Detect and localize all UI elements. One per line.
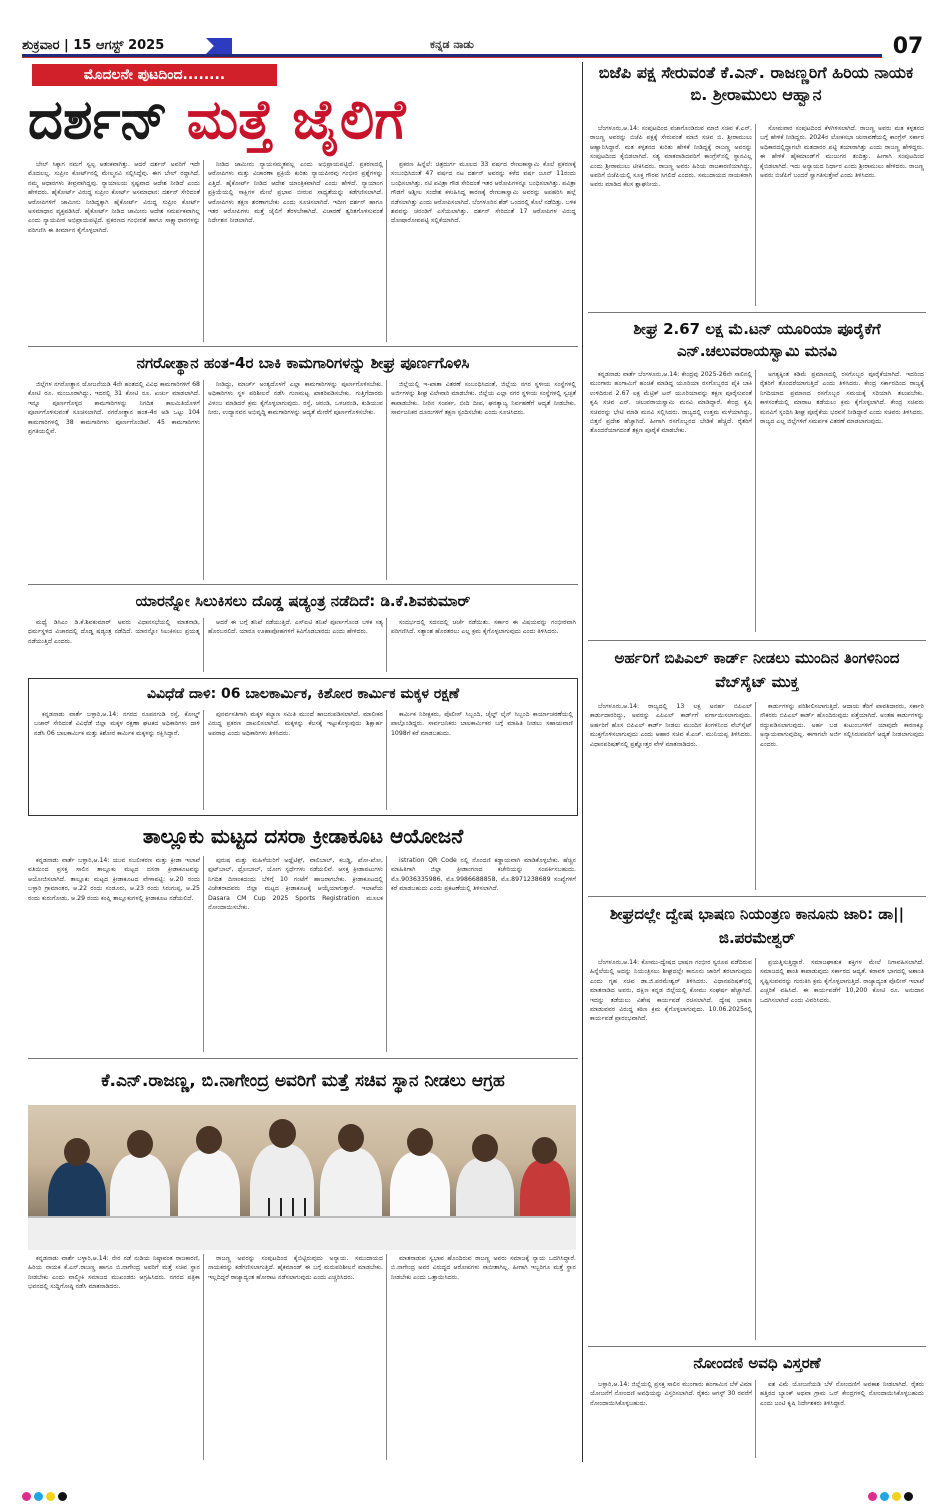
photo-person-head <box>127 1130 153 1158</box>
column-divider <box>755 958 756 1340</box>
lead-kicker: ಮೊದಲನೇ ಪುಟದಿಂದ........ <box>32 64 277 86</box>
bpl-column-2: ಕಾರ್ಡುಗಳನ್ನು ಪರಿಶೀಲಿಸಲಾಗುತ್ತಿದೆ. ಆದಾಯ ತೆರಿಗೆ ಪಾವತಿದಾರರು, ಸರ್ಕಾರಿ ನೌಕರರು ಬಿಪಿಎಲ್ ಕಾರ್ಡ್ ಹೊಂದಿರುವುದು ಪತ್ತೆಯಾಗಿದೆ. ಅಂತಹ ಕಾರ್ಡುಗಳನ್ನು ರದ್ದುಪಡಿಸಲಾಗುವುದು. ಅರ್ಹ ಬಡ ಕುಟುಂಬಗಳಿಗೆ ಯಾವುದೇ ಕಾರಣಕ್ಕೂ ಅನ್ಯಾಯವಾಗುವುದಿಲ್ಲ. ಈಗಾಗಲೇ ಅರ್ಜಿ ಸಲ್ಲಿಸಿರುವವರಿಗೆ ಆದ್ಯತೆ ನೀಡಲಾಗುವುದು ಎಂದರು. <box>760 703 924 748</box>
column-divider <box>386 160 387 342</box>
child-labour-column-3: ಕಾರ್ಮಿಕ ನಿರೀಕ್ಷಕರು, ಪೊಲೀಸ್ ಸಿಬ್ಬಂದಿ, ಚೈಲ್ಡ್ ಲೈನ್ ಸಿಬ್ಬಂದಿ ಕಾರ್ಯಾಚರಣೆಯಲ್ಲಿ ಪಾಲ್ಗೊಂಡಿದ್ದರು. ಸಾರ್ವಜನಿಕರು ಬಾಲಕಾರ್ಮಿಕರ ಬಗ್ಗೆ ಮಾಹಿತಿ ನೀಡಲು ಸಹಾಯವಾಣಿ 1098ಗೆ ಕರೆ ಮಾಡಬಹುದು. <box>391 711 573 737</box>
registration-mark <box>46 1492 55 1501</box>
registration-headline: ನೋಂದಣಿ ಅವಧಿ ವಿಸ್ತರಣೆ <box>693 1354 821 1372</box>
photo-person-head <box>407 1128 433 1156</box>
dks-column-1: ಮಧ್ಯೆ ಡಿಸಿಎಂ ಡಿ.ಕೆ.ಶಿವಕುಮಾರ್ ಅವರು ವಿಧಾನಸಭೆಯಲ್ಲಿ ಮಾತನಾಡಿ, ಧರ್ಮಸ್ಥಳದ ವಿಚಾರದಲ್ಲಿ ದೊಡ್ಡ ಷಡ್ಯಂತ್ರ ನಡೆದಿದೆ. ಯಾರನ್ನೋ ಸಿಲುಕಿಸಲು ಪ್ರಯತ್ನ ನಡೆಯುತ್ತಿದೆ ಎಂದರು. <box>28 619 200 645</box>
issue-date: ಶುಕ್ರವಾರ | 15 ಆಗಸ್ಟ್ 2025 <box>22 38 165 53</box>
registration-mark <box>22 1492 31 1501</box>
nagarotthana-column-1: ಜಿಲ್ಲೆಗಳ ನಗರೋತ್ಥಾನ ಯೋಜನೆಯಡಿ 4ನೇ ಹಂತದಲ್ಲಿ ವಿವಿಧ ಕಾಮಗಾರಿಗಳಿಗೆ 68 ಕೋಟಿ ರೂ. ಮಂಜೂರಾಗಿದ್ದು, ಇದರಲ್ಲಿ 31 ಕೋಟಿ ರೂ. ಖರ್ಚು ಮಾಡಲಾಗಿದೆ. ಇನ್ನೂ ಪೂರ್ಣಗೊಳ್ಳದ ಕಾಮಗಾರಿಗಳನ್ನು ನಿಗದಿತ ಕಾಲಮಿತಿಯೊಳಗೆ ಪೂರ್ಣಗೊಳಿಸುವಂತೆ ಸೂಚಿಸಲಾಗಿದೆ. ನಗರೋತ್ಥಾನ ಹಂತ-4ರ ಅಡಿ ಒಟ್ಟು 104 ಕಾಮಗಾರಿಗಳಲ್ಲಿ 38 ಕಾಮಗಾರಿಗಳು ಪೂರ್ಣಗೊಂಡಿವೆ. 45 ಕಾಮಗಾರಿಗಳು ಪ್ರಗತಿಯಲ್ಲಿವೆ. <box>28 381 200 436</box>
registration-column-2: ಐಶ ವಿಮೆ ಯೋಜನೆಯಡಿ ಬೆಳೆ ನೋಂದಣಿಗೆ ಅವಕಾಶ ನೀಡಲಾಗಿದೆ. ರೈತರು ಹತ್ತಿರದ ಬ್ಯಾಂಕ್ ಅಥವಾ ಗ್ರಾಮ ಒನ್ ಕೇಂದ್ರಗಳಲ್ಲಿ ನೋಂದಾಯಿಸಿಕೊಳ್ಳಬಹುದು ಎಂದು ಜಂಟಿ ಕೃಷಿ ನಿರ್ದೇಶಕರು ತಿಳಿಸಿದ್ದಾರೆ. <box>760 1381 924 1407</box>
hate-speech-column-2: ಪ್ರಯತ್ನಿಸುತ್ತಿದ್ದಾರೆ. ಸಮಾಜಘಾತುಕ ಶಕ್ತಿಗಳ ಮೇಲೆ ನಿಗಾವಹಿಸಲಾಗಿದೆ. ಸಮಾಜದಲ್ಲಿ ಶಾಂತಿ ಕಾಪಾಡುವುದು ಸರ್ಕಾರದ ಆದ್ಯತೆ. ಕರಾವಳಿ ಭಾಗದಲ್ಲಿ ಅಶಾಂತಿ ಸೃಷ್ಟಿಸುವವರನ್ನು ಗುರುತಿಸಿ ಕ್ರಮ ಕೈಗೊಳ್ಳಲಾಗುತ್ತಿದೆ. ರಾಜ್ಯಾದ್ಯಂತ ಪೊಲೀಸ್ ಇಲಾಖೆ ಎಚ್ಚರಿಕೆ ವಹಿಸಿದೆ. ಈ ಕಾರ್ಯಪಡೆಗೆ 10,200 ಕೋಟಿ ರೂ. ಅನುದಾನ ಒದಗಿಸಲಾಗಿದೆ ಎಂದು ವಿವರಿಸಿದರು. <box>760 959 924 1004</box>
microphone <box>280 1198 282 1216</box>
lead-headline <box>28 90 578 152</box>
section-rule <box>588 312 926 313</box>
hate-speech-column-1: ಬೆಂಗಳೂರು,ಆ.14: ಕೋಮು-ದ್ವೇಷದ ಭಾಷಣ ಗಂಭೀರ ಸ್ವರೂಪ ಪಡೆದಿರುವ ಹಿನ್ನೆಲೆಯಲ್ಲಿ ಅದನ್ನು ನಿಯಂತ್ರಿಸಲು ಶೀಘ್ರದಲ್ಲೇ ಕಾನೂನು ಜಾರಿಗೆ ತರಲಾಗುವುದು ಎಂದು ಗೃಹ ಸಚಿವ ಡಾ.ಜಿ.ಪರಮೇಶ್ವರ್ ತಿಳಿಸಿದರು. ವಿಧಾನಪರಿಷತ್‌ನಲ್ಲಿ ಮಾತನಾಡಿದ ಅವರು, ದಕ್ಷಿಣ ಕನ್ನಡ ಜಿಲ್ಲೆಯಲ್ಲಿ ಕೋಮು ಸಂಘರ್ಷ ಹೆಚ್ಚಾಗಿದೆ. ಇದನ್ನು ತಡೆಯಲು ವಿಶೇಷ ಕಾರ್ಯಪಡೆ ರಚಿಸಲಾಗಿದೆ. ದ್ವೇಷ ಭಾಷಣ ಮಾಡುವವರ ವಿರುದ್ಧ ಕಠಿಣ ಕ್ರಮ ಕೈಗೊಳ್ಳಲಾಗುವುದು. 10.06.2025ರಲ್ಲಿ ಕಾರ್ಯಪಡೆ ಪ್ರಾರಂಭವಾಗಿದೆ. <box>590 959 752 1023</box>
bjp-invite-headline: ಬಿಜೆಪಿ ಪಕ್ಷ ಸೇರುವಂತೆ ಕೆ.ಎನ್. ರಾಜಣ್ಣರಿಗೆ ಹಿರಿಯ ನಾಯಕ ಬಿ. ಶ್ರೀರಾಮುಲು ಆಹ್ವಾನ <box>598 63 914 104</box>
dasara-column-1: ಕನ್ನಡನಾಡು ವಾರ್ತೆ ಬಳ್ಳಾರಿ,ಆ.14: ಯುವ ಸಬಲೀಕರಣ ಮತ್ತು ಕ್ರೀಡಾ ಇಲಾಖೆ ವತಿಯಿಂದ ಪ್ರಸಕ್ತ ಸಾಲಿನ ತಾಲ್ಲೂಕು ಮಟ್ಟದ ದಸರಾ ಕ್ರೀಡಾಕೂಟವನ್ನು ಆಯೋಜಿಸಲಾಗಿದೆ. ತಾಲ್ಲೂಕು ಮಟ್ಟದ ಕ್ರೀಡಾಕೂಟದ ವೇಳಾಪಟ್ಟಿ: ಆ.20 ರಂದು ಬಳ್ಳಾರಿ ಗ್ರಾಮಾಂತರ, ಆ.22 ರಂದು ಸಂಡೂರು, ಆ.23 ರಂದು ಸಿರುಗುಪ್ಪ, ಆ.25 ರಂದು ಕುರುಗೋಡು, ಆ.29 ರಂದು ಕಂಪ್ಲಿ ತಾಲ್ಲೂಕುಗಳಲ್ಲಿ ಕ್ರೀಡಾಕೂಟ ನಡೆಯಲಿದೆ. <box>28 857 200 902</box>
microphone <box>304 1198 306 1216</box>
microphone <box>292 1198 294 1216</box>
masthead-rule-red <box>22 57 882 58</box>
column-divider <box>203 618 204 672</box>
urea-column-2: ಅಗತ್ಯಕ್ಕಿಂತ ಕಡಿಮೆ ಪ್ರಮಾಣದಲ್ಲಿ ರಸಗೊಬ್ಬರ ಪೂರೈಕೆಯಾಗಿದೆ. ಇದರಿಂದ ರೈತರಿಗೆ ತೊಂದರೆಯಾಗುತ್ತಿದೆ ಎಂದು ತಿಳಿಸಿದರು. ಕೇಂದ್ರ ಸರ್ಕಾರದಿಂದ ರಾಜ್ಯಕ್ಕೆ ನಿಗದಿಯಾದ ಪ್ರಮಾಣದ ರಸಗೊಬ್ಬರ ಸಮಯಕ್ಕೆ ಸರಿಯಾಗಿ ತಲುಪಬೇಕು. ಕಾಳಸಂತೆಯಲ್ಲಿ ಮಾರಾಟ ತಡೆಯಲು ಕ್ರಮ ಕೈಗೊಳ್ಳಲಾಗಿದೆ. ಕೇಂದ್ರ ಸಚಿವರು ಮನವಿಗೆ ಸ್ಪಂದಿಸಿ ಶೀಘ್ರ ಪೂರೈಕೆಯ ಭರವಸೆ ನೀಡಿದ್ದಾರೆ ಎಂದು ಸಚಿವರು ತಿಳಿಸಿದರು. ರಾಜ್ಯದ ಎಲ್ಲ ಜಿಲ್ಲೆಗಳಿಗೆ ಸಮರ್ಪಕ ವಿತರಣೆ ಮಾಡಲಾಗುವುದು. <box>760 371 924 426</box>
registration-mark <box>34 1492 43 1501</box>
section-rule <box>28 584 578 585</box>
microphone <box>268 1198 270 1216</box>
photo-person-head <box>196 1126 222 1154</box>
urea-column-1: ಕನ್ನಡನಾಡು ವಾರ್ತೆ ಬೆಂಗಳೂರು,ಆ.14: ಕೇಂದ್ರವು 2025-26ನೇ ಸಾಲಿನಲ್ಲಿ ಮುಂಗಾರು ಹಂಗಾಮಿಗೆ ಹಂಚಿಕೆ ಮಾಡಿದ್ದ ಯೂರಿಯಾ ರಸಗೊಬ್ಬರದ ಪೈಕಿ ಬಾಕಿ ಉಳಿದಿರುವ 2.67 ಲಕ್ಷ ಮೆಟ್ರಿಕ್ ಟನ್ ಯೂರಿಯಾವನ್ನು ತಕ್ಷಣ ಪೂರೈಸುವಂತೆ ಕೃಷಿ ಸಚಿವ ಎನ್. ಚಲುವರಾಯಸ್ವಾಮಿ ಮನವಿ ಮಾಡಿದ್ದಾರೆ. ಕೇಂದ್ರ ಕೃಷಿ ಸಚಿವರನ್ನು ಭೇಟಿ ಮಾಡಿ ಮನವಿ ಸಲ್ಲಿಸಿದರು. ರಾಜ್ಯದಲ್ಲಿ ಉತ್ತಮ ಮಳೆಯಾಗಿದ್ದು, ಬಿತ್ತನೆ ಪ್ರದೇಶ ಹೆಚ್ಚಾಗಿದೆ. ಹೀಗಾಗಿ ರಸಗೊಬ್ಬರದ ಬೇಡಿಕೆ ಹೆಚ್ಚಿದೆ. ರೈತರಿಗೆ ತೊಂದರೆಯಾಗದಂತೆ ತಕ್ಷಣ ಪೂರೈಕೆ ಮಾಡಬೇಕು. <box>590 371 752 435</box>
photo-table <box>28 1216 576 1250</box>
photo-person-head <box>64 1138 90 1166</box>
column-divider <box>386 1254 387 1460</box>
child-labour-headline: ವಿವಿಧೆಡೆ ದಾಳಿ: 06 ಬಾಲಕಾರ್ಮಿಕ, ಕಿಶೋರ ಕಾರ್ಮಿಕ ಮಕ್ಕಳ ರಕ್ಷಣೆ <box>146 686 460 702</box>
section-rule <box>588 896 926 897</box>
rajanna-column-3: ಮಾತನಾಡುವ ಸ್ವಭಾವ ಹೊಂದಿರುವ ರಾಜಣ್ಣ ಅವರು ಸಮಾಜಕ್ಕೆ ನ್ಯಾಯ ಒದಗಿಸಿದ್ದಾರೆ. ಬಿ.ನಾಗೇಂದ್ರ ಅವರ ವಿರುದ್ಧದ ಆರೋಪಗಳು ಸಾಬೀತಾಗಿಲ್ಲ. ಹೀಗಾಗಿ ಇಬ್ಬರಿಗೂ ಮತ್ತೆ ಸ್ಥಾನ ನೀಡಬೇಕು ಎಂದು ಒತ್ತಾಯಿಸಿದರು. <box>391 1255 576 1281</box>
page-number: 07 <box>892 34 924 59</box>
column-divider <box>203 1254 204 1460</box>
nagarotthana-headline: ನಗರೋತ್ಥಾನ ಹಂತ-4ರ ಬಾಕಿ ಕಾಮಗಾರಿಗಳನ್ನು ಶೀಘ್ರ ಪೂರ್ಣಗೊಳಿಸಿ <box>136 354 470 372</box>
nagarotthana-column-3: ಜಿಲ್ಲೆಯಲ್ಲಿ ಇ-ಖಾತಾ ವಿತರಣೆ ಸಂಬಂಧಿಸಿದಂತೆ, ಜಿಲ್ಲೆಯ ನಗರ ಸ್ಥಳೀಯ ಸಂಸ್ಥೆಗಳಲ್ಲಿ ಅರ್ಜಿಗಳನ್ನು ಶೀಘ್ರ ವಿಲೇವಾರಿ ಮಾಡಬೇಕು. ಜಿಲ್ಲೆಯ ಎಲ್ಲಾ ನಗರ ಸ್ಥಳೀಯ ಸಂಸ್ಥೆಗಳಲ್ಲಿ ಸ್ವಚ್ಛತೆ ಕಾಪಾಡಬೇಕು. ನೀರಿನ ಸಂಪರ್ಕ, ಬೀದಿ ದೀಪ, ಘನತ್ಯಾಜ್ಯ ನಿರ್ವಹಣೆಗೆ ಆದ್ಯತೆ ನೀಡಬೇಕು. ಸಾರ್ವಜನಿಕರ ದೂರುಗಳಿಗೆ ತಕ್ಷಣ ಸ್ಪಂದಿಸಬೇಕು ಎಂದು ಸೂಚಿಸಿದರು. <box>391 381 576 417</box>
dasara-headline: ತಾಲ್ಲೂಕು ಮಟ್ಟದ ದಸರಾ ಕ್ರೀಡಾಕೂಟ ಆಯೋಜನೆ <box>142 824 464 848</box>
column-divider <box>203 856 204 1052</box>
newspaper-brand: ಕನ್ನಡ ನಾಡು <box>430 38 474 51</box>
photo-person-head <box>269 1119 296 1148</box>
child-labour-column-2: ಪುನರ್ವಸತಿಗಾಗಿ ಮಕ್ಕಳ ಕಲ್ಯಾಣ ಸಮಿತಿ ಮುಂದೆ ಹಾಜರುಪಡಿಸಲಾಗಿದೆ. ಮಾಲೀಕರ ವಿರುದ್ಧ ಪ್ರಕರಣ ದಾಖಲಿಸಲಾಗಿದೆ. ಮಕ್ಕಳನ್ನು ಕೆಲಸಕ್ಕೆ ಇಟ್ಟುಕೊಳ್ಳುವುದು ಶಿಕ್ಷಾರ್ಹ ಅಪರಾಧ ಎಂದು ಅಧಿಕಾರಿಗಳು ತಿಳಿಸಿದರು. <box>208 711 383 737</box>
rajanna-column-2: ರಾಜಣ್ಣ ಅವರನ್ನು ಸಂಪುಟದಿಂದ ಕೈಬಿಟ್ಟಿರುವುದು ಅನ್ಯಾಯ. ಸಮುದಾಯದ ನಾಯಕರನ್ನು ಕಡೆಗಣಿಸಲಾಗುತ್ತಿದೆ. ಹೈಕಮಾಂಡ್ ಈ ಬಗ್ಗೆ ಮರುಪರಿಶೀಲನೆ ಮಾಡಬೇಕು. ಇಲ್ಲದಿದ್ದರೆ ರಾಜ್ಯಾದ್ಯಂತ ಹೋರಾಟ ನಡೆಸಲಾಗುವುದು ಎಂದು ಎಚ್ಚರಿಸಿದರು. <box>208 1255 383 1281</box>
photo-person-head <box>338 1124 364 1152</box>
lead-column-1: ಬೇಲ್ ಸಿಕ್ಕಾಗ ನಮಗೆ ಸ್ವಲ್ಪ ಆತಂಕವಾಗಿತ್ತು. ಆದರೆ ದರ್ಶನ್ ಅವರಿಗೆ ಇದೇ ಮೊದಲಲ್ಲ. ಸುಪ್ರೀಂ ಕೋರ್ಟ್‌ನಲ್ಲಿ ಮೇಲ್ಮನವಿ ಸಲ್ಲಿಸಿದ್ದೆವು. ಈಗ ಬೇಲ್ ರದ್ದಾಗಿದೆ. ನಮ್ಮ ಆಧಾರಗಳು ತೀವ್ರವಾಗಿದ್ದವು. ನ್ಯಾಯಾಲಯ ಸ್ಪಷ್ಟವಾದ ಆದೇಶ ನೀಡಿದೆ ಎಂದು ಹೇಳಿದರು. ಹೈಕೋರ್ಟ್ ವಿರುದ್ಧ ಸುಪ್ರೀಂ ಕೋರ್ಟ್ ಅಸಮಾಧಾನ: ದರ್ಶನ್ ಸೇರಿದಂತೆ ಆರೋಪಿಗಳಿಗೆ ಜಾಮೀನು ನೀಡಿದ್ದಕ್ಕಾಗಿ ಹೈಕೋರ್ಟ್ ವಿರುದ್ಧ ಸುಪ್ರೀಂ ಕೋರ್ಟ್ ಅಸಮಾಧಾನ ವ್ಯಕ್ತಪಡಿಸಿದೆ. ಹೈಕೋರ್ಟ್ ನೀಡಿದ ಜಾಮೀನು ಆದೇಶ ಸಮರ್ಪಕವಾಗಿಲ್ಲ ಎಂದು ನ್ಯಾಯಪೀಠ ಅಭಿಪ್ರಾಯಪಟ್ಟಿದೆ. ಪ್ರಕರಣದ ಗಂಭೀರತೆ ಹಾಗೂ ಸಾಕ್ಷ್ಯಾಧಾರಗಳನ್ನು ಪರಿಗಣಿಸಿ ಈ ತೀರ್ಮಾನ ಕೈಗೊಳ್ಳಲಾಗಿದೆ. <box>28 161 200 234</box>
urea-headline: ಶೀಘ್ರ 2.67 ಲಕ್ಷ ಮೆ.ಟನ್ ಯೂರಿಯಾ ಪೂರೈಕೆಗೆ ಎನ್.ಚಲುವರಾಯಸ್ವಾಮಿ ಮನವಿ <box>633 320 881 360</box>
dks-column-2: ಆದರೆ ಈ ಬಗ್ಗೆ ತನಿಖೆ ನಡೆಯುತ್ತಿದೆ. ಎಸ್‌ಐಟಿ ತನಿಖೆ ಪೂರ್ಣಗೊಂಡ ಬಳಿಕ ಸತ್ಯ ಹೊರಬರಲಿದೆ. ಯಾರೂ ಊಹಾಪೋಹಗಳಿಗೆ ಕಿವಿಗೊಡಬಾರದು ಎಂದು ಹೇಳಿದರು. <box>208 619 383 636</box>
photo-person-head <box>472 1134 498 1162</box>
column-divider <box>755 124 756 306</box>
dks-column-3: ಸಂದರ್ಭದಲ್ಲಿ ಸದನದಲ್ಲಿ ಚರ್ಚೆ ನಡೆಯಿತು. ಸರ್ಕಾರ ಈ ವಿಷಯವನ್ನು ಗಂಭೀರವಾಗಿ ಪರಿಗಣಿಸಿದೆ. ಸತ್ಯಾಂಶ ಹೊರತರಲು ಎಲ್ಲ ಕ್ರಮ ಕೈಗೊಳ್ಳಲಾಗುವುದು ಎಂದು ತಿಳಿಸಿದರು. <box>391 619 576 636</box>
hate-speech-headline: ಶೀಘ್ರದಲ್ಲೇ ದ್ವೇಷ ಭಾಷಣ ನಿಯಂತ್ರಣ ಕಾನೂನು ಜಾರಿ: ಡಾ||ಜಿ.ಪರಮೇಶ್ವರ್ <box>609 905 905 947</box>
child-labour-column-1: ಕನ್ನಡನಾಡು ವಾರ್ತೆ ಬಳ್ಳಾರಿ,ಆ.14: ನಗರದ ರೂಪನಗುಡಿ ರಸ್ತೆ, ಕೋಲ್ಡ್ ಬಜಾರ್ ಸೇರಿದಂತೆ ವಿವಿಧೆಡೆ ಜಿಲ್ಲಾ ಮಕ್ಕಳ ರಕ್ಷಣಾ ಘಟಕದ ಅಧಿಕಾರಿಗಳು ದಾಳಿ ನಡೆಸಿ 06 ಬಾಲಕಾರ್ಮಿಕ ಮತ್ತು ಕಿಶೋರ ಕಾರ್ಮಿಕ ಮಕ್ಕಳನ್ನು ರಕ್ಷಿಸಿದ್ದಾರೆ. <box>34 711 200 737</box>
registration-column-1: ಬಳ್ಳಾರಿ,ಆ.14: ಜಿಲ್ಲೆಯಲ್ಲಿ ಪ್ರಸಕ್ತ ಸಾಲಿನ ಮುಂಗಾರು ಹಂಗಾಮಿನ ಬೆಳೆ ವಿಮಾ ಯೋಜನೆಗೆ ನೋಂದಣಿ ಅವಧಿಯನ್ನು ವಿಸ್ತರಿಸಲಾಗಿದೆ. ರೈತರು ಆಗಸ್ಟ್ 30 ರವರೆಗೆ ನೋಂದಾಯಿಸಿಕೊಳ್ಳಬಹುದು. <box>590 1381 752 1407</box>
section-rule <box>588 640 926 641</box>
lead-column-3: ಪ್ರಕರಣ ಹಿನ್ನೆಲೆ: ಚಿತ್ರದುರ್ಗ ಮೂಲದ 33 ವರ್ಷದ ರೇಣುಕಾಸ್ವಾಮಿ ಕೊಲೆ ಪ್ರಕರಣಕ್ಕೆ ಸಂಬಂಧಿಸಿದಂತೆ 47 ವರ್ಷದ ನಟ ದರ್ಶನ್ ಅವರನ್ನು ಕಳೆದ ವರ್ಷ ಜೂನ್ 11ರಂದು ಬಂಧಿಸಲಾಗಿತ್ತು. ನಟಿ ಪವಿತ್ರಾ ಗೌಡ ಸೇರಿದಂತೆ ಇತರ ಆರೋಪಿಗಳನ್ನೂ ಬಂಧಿಸಲಾಗಿತ್ತು. ಪವಿತ್ರಾ ಗೌಡಗೆ ಅಶ್ಲೀಲ ಸಂದೇಶ ಕಳುಹಿಸಿದ್ದ ಕಾರಣಕ್ಕೆ ರೇಣುಕಾಸ್ವಾಮಿ ಅವರನ್ನು ಅಪಹರಿಸಿ ಹಲ್ಲೆ ನಡೆಸಲಾಗಿತ್ತು ಎಂದು ಆರೋಪಿಸಲಾಗಿದೆ. ಬೆಂಗಳೂರಿನ ಶೆಡ್ ಒಂದರಲ್ಲಿ ಕೊಲೆ ನಡೆದಿತ್ತು. ಬಳಿಕ ಶವವನ್ನು ಚರಂಡಿಗೆ ಎಸೆಯಲಾಗಿತ್ತು. ದರ್ಶನ್ ಸೇರಿದಂತೆ 17 ಆರೋಪಿಗಳ ವಿರುದ್ಧ ದೋಷಾರೋಪಪಟ್ಟಿ ಸಲ್ಲಿಕೆಯಾಗಿದೆ. <box>391 161 576 225</box>
column-divider <box>386 618 387 672</box>
lead-column-2: ನೀಡಿದ ಜಾಮೀನು ನ್ಯಾಯಸಮ್ಮತವಲ್ಲ ಎಂದು ಅಭಿಪ್ರಾಯಪಟ್ಟಿದೆ. ಪ್ರಕರಣದಲ್ಲಿ ಆರೋಪಿಗಳು ಮತ್ತು ವಿಚಾರಣಾ ಪ್ರಕ್ರಿಯೆ ಕುರಿತು ನ್ಯಾಯಪೀಠವು ಗಂಭೀರ ಪ್ರಶ್ನೆಗಳನ್ನು ಎತ್ತಿದೆ. ಹೈಕೋರ್ಟ್ ನೀಡಿದ ಆದೇಶ ಯಾಂತ್ರಿಕವಾಗಿದೆ ಎಂದು ಹೇಳಿದೆ. ನ್ಯಾಯಾಂಗ ಪ್ರಕ್ರಿಯೆಯಲ್ಲಿ ಸಾಕ್ಷಿಗಳ ಮೇಲೆ ಪ್ರಭಾವ ಬೀರುವ ಸಾಧ್ಯತೆಯನ್ನು ಕಡೆಗಣಿಸಲಾಗಿದೆ. ಆರೋಪಿಗಳು ತಕ್ಷಣ ಶರಣಾಗಬೇಕು ಎಂದು ಸೂಚಿಸಲಾಗಿದೆ. ಇದೀಗ ದರ್ಶನ್ ಹಾಗೂ ಇತರ ಆರೋಪಿಗಳು ಮತ್ತೆ ಜೈಲಿಗೆ ತೆರಳಬೇಕಾಗಿದೆ. ವಿಚಾರಣೆ ತ್ವರಿತಗೊಳಿಸುವಂತೆ ನಿರ್ದೇಶನ ನೀಡಲಾಗಿದೆ. <box>208 161 383 225</box>
rajanna-headline: ಕೆ.ಎನ್.ರಾಜಣ್ಣ, ಬಿ.ನಾಗೇಂದ್ರ ಅವರಿಗೆ ಮತ್ತೆ ಸಚಿವ ಸ್ಥಾನ ನೀಡಲು ಆಗ್ರಹ <box>101 1071 505 1091</box>
registration-mark <box>892 1492 901 1501</box>
registration-mark <box>880 1492 889 1501</box>
rajanna-column-1: ಕನ್ನಡನಾಡು ವಾರ್ತೆ ಬಳ್ಳಾರಿ,ಆ.14: ನೇರ ನಡೆ ನುಡಿಯ ನಿಷ್ಠಾವಂತ ರಾಜಕಾರಣಿ, ಹಿರಿಯ ನಾಯಕ ಕೆ.ಎನ್.ರಾಜಣ್ಣ ಹಾಗೂ ಬಿ.ನಾಗೇಂದ್ರ ಅವರಿಗೆ ಮತ್ತೆ ಸಚಿವ ಸ್ಥಾನ ನೀಡಬೇಕು ಎಂದು ವಾಲ್ಮೀಕಿ ಸಮಾಜದ ಮುಖಂಡರು ಆಗ್ರಹಿಸಿದರು. ನಗರದ ಪತ್ರಿಕಾ ಭವನದಲ್ಲಿ ಸುದ್ದಿಗೋಷ್ಠಿ ನಡೆಸಿ ಮಾತನಾಡಿದರು. <box>28 1255 200 1291</box>
registration-mark <box>904 1492 913 1501</box>
dasara-column-3: istration QR Code ನಲ್ಲಿ ನೊಂದಣಿ ಕಡ್ಡಾಯವಾಗಿ ಮಾಡಿಕೊಳ್ಳಬೇಕು. ಹೆಚ್ಚಿನ ಮಾಹಿತಿಗಾಗಿ ಜಿಲ್ಲಾ ಕ್ರೀಡಾಂಗಣದ ಕಚೇರಿಯನ್ನು ಸಂಪರ್ಕಿಸಬಹುದು. ಮೊ.9036335986, ಮೊ.9986688858, ಮೊ.8971238689 ಸಂಖ್ಯೆಗಳಿಗೆ ಕರೆ ಮಾಡಬಹುದು ಎಂದು ಪ್ರಕಟಣೆಯಲ್ಲಿ ತಿಳಿಸಲಾಗಿದೆ. <box>391 857 576 893</box>
bpl-column-1: ಬೆಂಗಳೂರು,ಆ.14: ರಾಜ್ಯದಲ್ಲಿ 13 ಲಕ್ಷ ಅನರ್ಹ ಬಿಪಿಎಲ್ ಕಾರ್ಡುದಾರರಿದ್ದು, ಅವರನ್ನು ಎಪಿಎಲ್ ಕಾರ್ಡ್‌ಗೆ ವರ್ಗಾಯಿಸಲಾಗುವುದು. ಅರ್ಹರಿಗೆ ಹೊಸ ಬಿಪಿಎಲ್ ಕಾರ್ಡ್ ನೀಡಲು ಮುಂದಿನ ತಿಂಗಳಿನಿಂದ ವೆಬ್‌ಸೈಟ್ ಮುಕ್ತಗೊಳಿಸಲಾಗುವುದು ಎಂದು ಆಹಾರ ಸಚಿವ ಕೆ.ಎಚ್. ಮುನಿಯಪ್ಪ ತಿಳಿಸಿದರು. ವಿಧಾನಪರಿಷತ್‌ನಲ್ಲಿ ಪ್ರಶ್ನೋತ್ತರ ವೇಳೆ ಮಾತನಾಡಿದರು. <box>590 703 752 748</box>
bjp-invite-column-2: ಸೋಮವಾರ ಸಂಪುಟದಿಂದ ಕೆಳಗಿಳಿಸಲಾಗಿದೆ. ರಾಜಣ್ಣ ಅವರು ಮತ ಕಳ್ಳತನದ ಬಗ್ಗೆ ಹೇಳಿಕೆ ನೀಡಿದ್ದರು. 2024ರ ಲೋಕಸಭಾ ಚುನಾವಣೆಯಲ್ಲಿ ಕಾಂಗ್ರೆಸ್ ಸರ್ಕಾರ ಅಧಿಕಾರದಲ್ಲಿದ್ದಾಗಲೇ ಮತದಾರರ ಪಟ್ಟಿ ತಯಾರಾಗಿತ್ತು ಎಂದು ರಾಜಣ್ಣ ಹೇಳಿದ್ದರು. ಈ ಹೇಳಿಕೆ ಹೈಕಮಾಂಡ್‌ಗೆ ಮುಜುಗರ ತಂದಿತ್ತು. ಹೀಗಾಗಿ ಸಂಪುಟದಿಂದ ಕೈಬಿಡಲಾಗಿದೆ. ಇದು ಅನ್ಯಾಯದ ನಿರ್ಧಾರ ಎಂದು ಶ್ರೀರಾಮುಲು ಹೇಳಿದರು. ರಾಜಣ್ಣ ಅವರು ಬಿಜೆಪಿಗೆ ಬಂದರೆ ಸ್ವಾಗತಿಸುತ್ತೇವೆ ಎಂದು ತಿಳಿಸಿದರು. <box>760 125 924 180</box>
bpl-headline: ಅರ್ಹರಿಗೆ ಬಿಪಿಎಲ್ ಕಾರ್ಡ್ ನೀಡಲು ಮುಂದಿನ ತಿಂಗಳಿನಿಂದ ವೆಬ್‌ಸೈಟ್ ಮುಕ್ತ <box>614 649 900 691</box>
dasara-column-2: ಪುರುಷ ಮತ್ತು ಮಹಿಳೆಯರಿಗೆ ಅಥ್ಲೆಟಿಕ್ಸ್, ವಾಲಿಬಾಲ್, ಕಬಡ್ಡಿ, ಖೋ-ಖೋ, ಫುಟ್‌ಬಾಲ್, ಥ್ರೋಬಾಲ್, ಯೋಗ ಸ್ಪರ್ಧೆಗಳು ನಡೆಯಲಿವೆ. ಆಸಕ್ತ ಕ್ರೀಡಾಪಟುಗಳು ನಿಗದಿತ ದಿನಾಂಕದಂದು ಬೆಳಿಗ್ಗೆ 10 ಗಂಟೆಗೆ ಹಾಜರಾಗಬೇಕು. ಕ್ರೀಡಾಕೂಟದಲ್ಲಿ ವಿಜೇತರಾದವರು ಜಿಲ್ಲಾ ಮಟ್ಟದ ಕ್ರೀಡಾಕೂಟಕ್ಕೆ ಆಯ್ಕೆಯಾಗುತ್ತಾರೆ. ಇಲಾಖೆಯ Dasara CM Cup 2025 Sports Registration ಮೂಲಕ ನೋಂದಾಯಿಸಬೇಕು. <box>208 857 383 912</box>
bjp-invite-column-1: ಬೆಂಗಳೂರು,ಆ.14: ಸಂಪುಟದಿಂದ ವಜಾಗೊಂಡಿರುವ ಮಾಜಿ ಸಚಿವ ಕೆ.ಎನ್. ರಾಜಣ್ಣ ಅವರನ್ನು ಬಿಜೆಪಿ ಪಕ್ಷಕ್ಕೆ ಸೇರುವಂತೆ ಮಾಜಿ ಸಚಿವ ಬಿ. ಶ್ರೀರಾಮುಲು ಆಹ್ವಾನಿಸಿದ್ದಾರೆ. ಮತ ಕಳ್ಳತನದ ಕುರಿತು ಹೇಳಿಕೆ ನೀಡಿದ್ದಕ್ಕೆ ರಾಜಣ್ಣ ಅವರನ್ನು ಸಂಪುಟದಿಂದ ಕೈಬಿಡಲಾಗಿದೆ. ಸತ್ಯ ಮಾತನಾಡಿದವರಿಗೆ ಕಾಂಗ್ರೆಸ್‌ನಲ್ಲಿ ಸ್ಥಾನವಿಲ್ಲ ಎಂದು ಶ್ರೀರಾಮುಲು ಟೀಕಿಸಿದರು. ರಾಜಣ್ಣ ಅವರು ಹಿರಿಯ ರಾಜಕಾರಣಿಯಾಗಿದ್ದು, ಅವರಿಗೆ ಬಿಜೆಪಿಯಲ್ಲಿ ಸೂಕ್ತ ಗೌರವ ಸಿಗಲಿದೆ ಎಂದರು. ಸಮುದಾಯದ ನಾಯಕರಾಗಿ ಅವರು ಮಾಡಿದ ಕೆಲಸ ಶ್ಲಾಘನೀಯ. <box>590 125 752 189</box>
column-divider <box>386 856 387 1052</box>
column-divider <box>386 710 387 810</box>
nagarotthana-column-2: ನೀಡಿದ್ದು, ಮಾರ್ಚ್ ಅಂತ್ಯದೊಳಗೆ ಎಲ್ಲಾ ಕಾಮಗಾರಿಗಳನ್ನು ಪೂರ್ಣಗೊಳಿಸಬೇಕು. ಅಧಿಕಾರಿಗಳು ಸ್ಥಳ ಪರಿಶೀಲನೆ ನಡೆಸಿ ಗುಣಮಟ್ಟ ಖಾತರಿಪಡಿಸಬೇಕು. ಗುತ್ತಿಗೆದಾರರು ವಿಳಂಬ ಮಾಡಿದರೆ ಕ್ರಮ ಕೈಗೊಳ್ಳಲಾಗುವುದು. ರಸ್ತೆ, ಚರಂಡಿ, ಒಳಚರಂಡಿ, ಕುಡಿಯುವ ನೀರು, ಉದ್ಯಾನವನ ಅಭಿವೃದ್ಧಿ ಕಾಮಗಾರಿಗಳನ್ನು ಆದ್ಯತೆ ಮೇರೆಗೆ ಪೂರ್ಣಗೊಳಿಸಬೇಕು. <box>208 381 383 417</box>
registration-mark <box>58 1492 67 1501</box>
masthead-accent <box>206 38 232 54</box>
section-rule <box>28 1058 578 1059</box>
column-divider <box>386 380 387 580</box>
page-divider <box>582 62 583 1462</box>
dks-headline: ಯಾರನ್ನೋ ಸಿಲುಕಿಸಲು ದೊಡ್ಡ ಷಡ್ಯಂತ್ರ ನಡೆದಿದೆ: ಡಿ.ಕೆ.ಶಿವಕುಮಾರ್ <box>135 592 471 610</box>
column-divider <box>203 160 204 342</box>
column-divider <box>203 380 204 580</box>
press-meet-photo <box>28 1105 576 1250</box>
section-rule <box>28 346 578 347</box>
section-rule <box>588 1346 926 1347</box>
lead-headline-part1: ದರ್ಶನ್ <box>28 88 168 151</box>
photo-person-head <box>532 1137 557 1164</box>
column-divider <box>755 1380 756 1458</box>
masthead <box>0 0 945 58</box>
column-divider <box>755 702 756 890</box>
column-divider <box>755 370 756 632</box>
registration-mark <box>868 1492 877 1501</box>
lead-headline-part2: ಮತ್ತೆ ಜೈಲಿಗೆ <box>186 88 406 151</box>
column-divider <box>203 710 204 810</box>
